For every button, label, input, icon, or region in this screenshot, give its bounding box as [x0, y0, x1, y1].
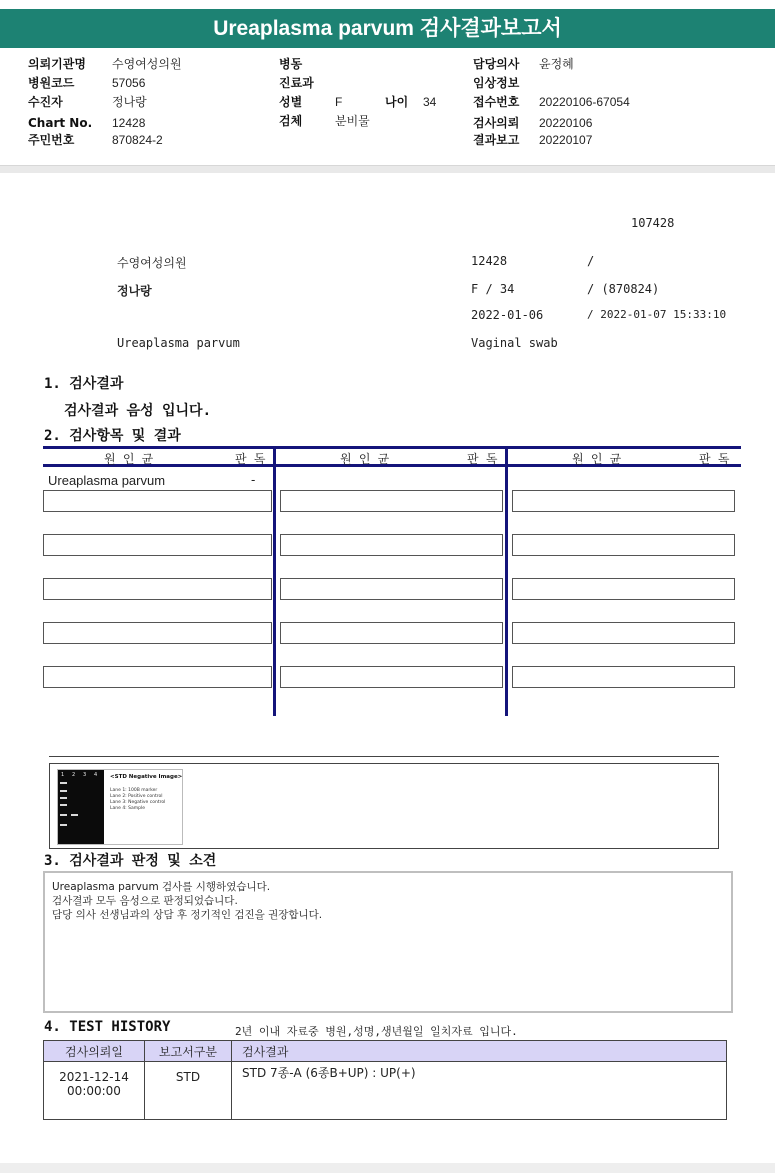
hospital-name: 수영여성의원 — [117, 256, 187, 270]
header-label: 성별 — [279, 95, 303, 109]
gel-lane-note: Lane 3: Negative control — [110, 800, 166, 805]
section3-heading: 3. 검사결과 판정 및 소견 — [44, 853, 217, 869]
birth-date: / (870824) — [587, 282, 660, 296]
history-col-header: 보고서구분 — [145, 1041, 232, 1062]
gel-lane-note: Lane 1: 100B marker — [110, 788, 158, 793]
header-label: 수진자 — [28, 95, 63, 109]
gel-lane-note: Lane 4: Sample — [110, 806, 145, 811]
separator: / — [587, 254, 595, 268]
header-value: 정나랑 — [112, 95, 147, 109]
gel-band — [60, 814, 67, 816]
header-value: 윤정혜 — [539, 57, 574, 71]
col-head-organism: 원 인 균 — [104, 452, 154, 466]
history-col-header: 검사의뢰일 — [44, 1041, 145, 1062]
report-datetime: / 2022-01-07 15:33:10 — [587, 308, 727, 321]
header-label: 병원코드 — [28, 76, 75, 90]
history-header-row — [44, 1041, 727, 1062]
header-label: 검체 — [279, 114, 303, 128]
section4-heading: 4. TEST HISTORY — [44, 1019, 171, 1035]
lane-number: 2 — [72, 772, 76, 778]
history-table — [43, 1040, 727, 1120]
grid-top-rule — [43, 446, 741, 449]
specimen: Vaginal swab — [471, 336, 558, 350]
request-date: 2022-01-06 — [471, 308, 544, 322]
patient-name: 정나랑 — [117, 284, 152, 298]
gel-lane-note: Lane 2: Positive control — [110, 794, 163, 799]
header-value: 870824-2 — [112, 133, 163, 147]
lane-number: 3 — [83, 772, 87, 778]
result-cell — [43, 666, 272, 688]
age-value: 34 — [423, 95, 437, 109]
history-time: 00:00:00 — [67, 1084, 121, 1098]
gel-band — [71, 814, 78, 816]
header-value: 20220106-67054 — [539, 95, 630, 109]
result-cell — [512, 578, 735, 600]
header-value: 20220107 — [539, 133, 593, 147]
gel-title: <STD Negative Image> — [110, 774, 183, 780]
report-title: Ureaplasma parvum 검사결과보고서 — [0, 9, 775, 48]
footer-bar — [0, 1163, 775, 1173]
header-label: 임상정보 — [473, 76, 520, 90]
result-summary: 검사결과 음성 입니다. — [64, 403, 212, 419]
result-cell — [43, 622, 272, 644]
header-value: 57056 — [112, 76, 146, 90]
test-name: Ureaplasma parvum — [117, 336, 240, 350]
history-col-header: 검사결과 — [232, 1041, 727, 1062]
table-row — [44, 1062, 727, 1120]
history-note: 2년 이내 자료중 병원,성명,생년월일 일치자료 입니다. — [235, 1025, 518, 1038]
opinion-line: 검사결과 모두 음성으로 판정되었습니다. — [52, 895, 238, 907]
header-label: 진료과 — [279, 76, 314, 90]
opinion-line: 담당 의사 선생님과의 상담 후 정기적인 검진을 권장합니다. — [52, 909, 323, 921]
col-head-organism: 원 인 균 — [340, 452, 390, 466]
organism-name: Ureaplasma parvum — [48, 473, 166, 488]
header-divider — [0, 165, 775, 173]
chart-number: 12428 — [471, 254, 508, 268]
organism-result: - — [251, 472, 256, 487]
gel-band — [60, 797, 67, 799]
col-head-reading: 판 독 — [235, 452, 266, 466]
header-label: 접수번호 — [473, 95, 520, 109]
grid-divider — [505, 446, 508, 716]
result-cell — [280, 578, 503, 600]
header-label: Chart No. — [28, 116, 93, 130]
section2-heading: 2. 검사항목 및 결과 — [44, 428, 181, 444]
gel-band — [60, 782, 67, 784]
header-label: 검사의뢰 — [473, 116, 520, 130]
header-label: 병동 — [279, 57, 303, 71]
result-cell — [280, 666, 503, 688]
result-cell — [512, 622, 735, 644]
history-date: 2021-12-14 — [59, 1070, 129, 1084]
gel-band — [60, 790, 67, 792]
col-head-organism: 원 인 균 — [572, 452, 622, 466]
result-cell — [43, 534, 272, 556]
result-cell — [512, 666, 735, 688]
age-label: 나이 — [385, 95, 409, 109]
header-label: 담당의사 — [473, 57, 520, 71]
header-value: 수영여성의원 — [112, 57, 182, 71]
result-cell — [280, 490, 503, 512]
result-cell — [43, 490, 272, 512]
opinion-line: Ureaplasma parvum 검사를 시행하였습니다. — [52, 881, 271, 893]
gel-image — [57, 769, 183, 845]
header-label: 의뢰기관명 — [28, 57, 86, 71]
col-head-reading: 판 독 — [699, 452, 730, 466]
image-rule — [49, 756, 719, 757]
header-label: 주민번호 — [28, 133, 75, 147]
report-code: 107428 — [631, 216, 675, 230]
section1-heading: 1. 검사결과 — [44, 376, 124, 392]
grid-divider — [273, 446, 276, 716]
gel-band — [60, 824, 67, 826]
header-value: 분비물 — [335, 114, 370, 128]
history-type: STD — [145, 1062, 232, 1120]
gel-lanes — [58, 770, 104, 844]
lane-number: 1 — [61, 772, 65, 778]
sex-age: F / 34 — [471, 282, 515, 296]
result-cell — [43, 578, 272, 600]
lane-number: 4 — [94, 772, 98, 778]
result-cell — [280, 534, 503, 556]
result-cell — [512, 490, 735, 512]
result-cell — [512, 534, 735, 556]
header-label: 결과보고 — [473, 133, 520, 147]
header-value: 12428 — [112, 116, 146, 130]
header-value: F — [335, 95, 343, 109]
header-value: 20220106 — [539, 116, 593, 130]
col-head-reading: 판 독 — [467, 452, 498, 466]
gel-band — [60, 804, 67, 806]
history-result: STD 7종-A (6종B+UP) : UP(+) — [232, 1062, 727, 1120]
result-cell — [280, 622, 503, 644]
history-date-cell — [44, 1062, 145, 1120]
